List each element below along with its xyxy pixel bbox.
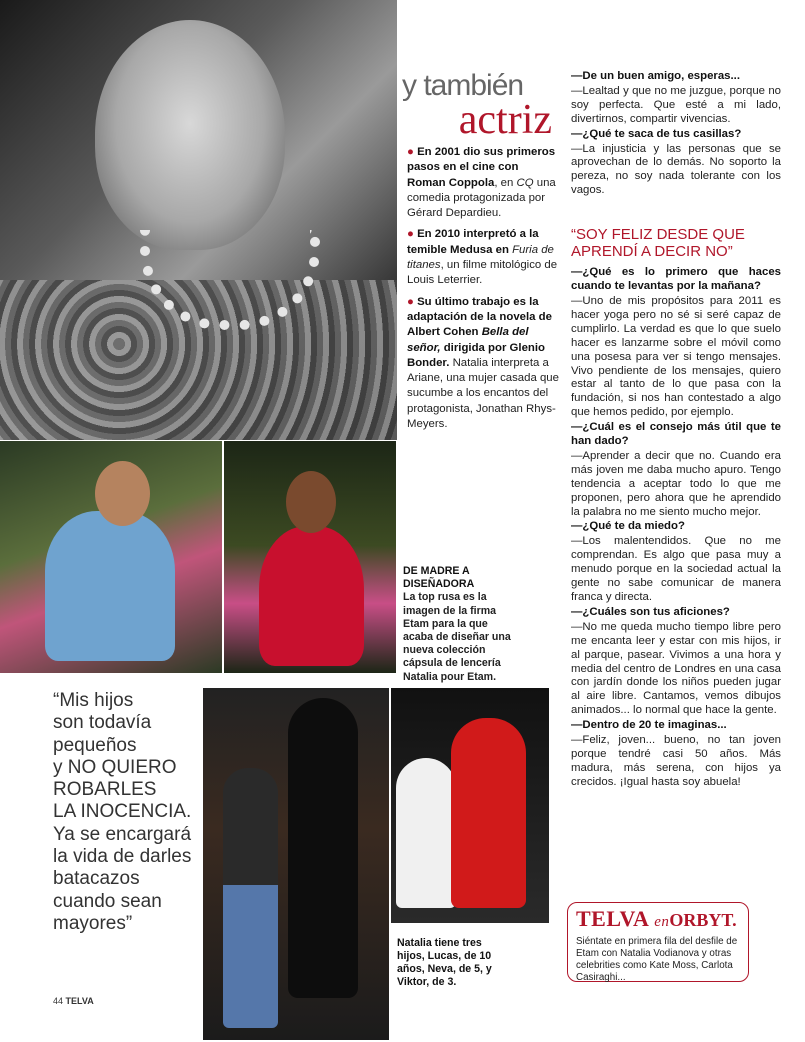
portrait-photo bbox=[0, 0, 397, 440]
caption-body: La top rusa es la imagen de la firma Etam para la que acaba de diseñar una nueva colección cápsula de lencería Natalia pour Etam. bbox=[403, 591, 511, 683]
section-heading bbox=[402, 69, 562, 143]
figure bbox=[223, 768, 278, 1028]
question: —¿Qué te da miedo? bbox=[571, 520, 685, 533]
bullet-icon: ● bbox=[407, 228, 414, 241]
heading-line1: y también bbox=[402, 69, 524, 102]
answer: —Los malentendidos. Que no me comprendan. Es algo que pasa muy a menudo porque en la sociedad actual la gente no sabe comunicar de manera franca y directa. bbox=[571, 535, 781, 603]
bullet-bold: dirigida por Glenio Bonder. bbox=[407, 341, 545, 369]
pull-quote bbox=[53, 690, 203, 935]
bullet-bold: Su último trabajo es la adaptación de la novela de Albert Cohen bbox=[407, 295, 552, 339]
quote-line: la vida de darles bbox=[53, 846, 192, 868]
answer: —Aprender a decir que no. Cuando era más joven me daba mucho apuro. Tengo tendencia a aceptar todo lo que me proponen, pero ahora que he aprendido la palabra no me siento mucho mejor. bbox=[571, 449, 781, 518]
blue-dress-photo bbox=[0, 441, 222, 673]
family-caption: Natalia tiene tres hijos, Lucas, de 10 años, Neva, de 5, y Viktor, de 3. bbox=[397, 937, 492, 988]
bullet-bold: En 2001 dio sus primeros pasos en el cine con Roman Coppola bbox=[407, 146, 556, 189]
bullet-italic: Furia de titanes bbox=[407, 243, 554, 272]
heading-line2: actriz bbox=[458, 97, 552, 143]
page-number: 44 bbox=[53, 996, 64, 1006]
question: —Dentro de 20 te imaginas... bbox=[571, 719, 727, 732]
bullet-item bbox=[407, 145, 559, 221]
figure-head bbox=[95, 461, 150, 526]
quote-line: LA INOCENCIA. bbox=[53, 801, 192, 823]
figure-head bbox=[286, 471, 336, 533]
quote-line: batacazos bbox=[53, 868, 140, 890]
caption-head: DE MADRE A DISEÑADORA bbox=[403, 565, 475, 591]
answer: —La injusticia y las personas que se aprovechan de lo demás. No soporto la pereza, no soy nada tolerante con los vagos. bbox=[571, 142, 781, 197]
orbyt-wordmark: ORBYT. bbox=[669, 910, 737, 930]
quote-line: pequeños bbox=[53, 734, 137, 756]
bullet-bold: En 2010 interpretó a la temible Medusa en bbox=[407, 228, 539, 256]
footer-brand: TELVA bbox=[65, 996, 94, 1006]
face-shape bbox=[95, 20, 285, 250]
answer: —Lealtad y que no me juzgue, porque no soy perfecta. Que esté a mi lado, divertirnos, compartir vivencias. bbox=[571, 84, 781, 125]
bullet-text: Natalia interpreta a Ariane, una mujer casada que sucumbe a los encantos del protagonista, Jonathan Rhys-Meyers. bbox=[407, 356, 559, 431]
bullet-italic: Bella del señor, bbox=[407, 326, 529, 354]
kids-photo bbox=[391, 688, 549, 923]
answer: —No me queda mucho tiempo libre pero me encanta leer y estar con mis hijos, ir al parque, pasear. Vivimos a una hora y media del centro de Londres en una casa con jardín donde los niños pueden jugar al aire libre. Cantamos, vemos dibujos animados... lo normal que hace la gente. bbox=[571, 620, 781, 717]
quote-line: son todavía bbox=[53, 712, 152, 734]
figure bbox=[288, 698, 358, 998]
quote-line: ROBARLES bbox=[53, 779, 157, 801]
telva-orbyt-promo[interactable] bbox=[567, 902, 749, 982]
answer: —Uno de mis propósitos para 2011 es hacer yoga pero no sé si seré capaz de cumplirlo. La verdad es que lo que suelo hacer es lanzarme sobre el móvil como una posesa para ver si tengo mensajes. Vivo pendiente de los mensajes, quiero estar al tanto de lo que pasa con la fundación, si nos han contestado a algo que hemos pedido, por ejemplo. bbox=[571, 294, 781, 419]
question: —De un buen amigo, esperas... bbox=[571, 70, 741, 82]
telva-wordmark: TELVA bbox=[576, 906, 649, 931]
red-dress-photo bbox=[224, 441, 396, 673]
figure bbox=[396, 758, 456, 908]
interview-title: “SOY FELIZ DESDE QUE APRENDÍ A DECIR NO” bbox=[571, 226, 745, 261]
page-footer bbox=[53, 996, 94, 1006]
quote-line: y NO QUIERO bbox=[53, 756, 177, 778]
bullet-text: una comedia protagonizada por Gérard Depardieu. bbox=[407, 176, 556, 220]
bullet-icon: ● bbox=[407, 146, 414, 158]
quote-line: mayores” bbox=[53, 912, 133, 934]
interview-column bbox=[571, 70, 781, 791]
career-bullets bbox=[407, 145, 559, 438]
bullet-item bbox=[407, 295, 559, 433]
question: —¿Cuáles son tus aficiones? bbox=[571, 605, 730, 618]
promo-text: Siéntate en primera fila del desfile de Etam con Natalia Vodianova y otras celebrities como Kate Moss, Carlota Casiraghi... bbox=[576, 936, 738, 983]
family-photo bbox=[203, 688, 389, 1040]
answer: —Feliz, joven... bueno, no tan joven porque tendré casi 50 años. Más madura, más serena, con hijos ya crecidos. ¡Igual hasta soy abuela! bbox=[571, 734, 781, 788]
figure bbox=[45, 511, 175, 661]
figure bbox=[451, 718, 526, 908]
question: —¿Qué te saca de tus casillas? bbox=[571, 127, 742, 140]
question: —¿Cuál es el consejo más útil que te han dado? bbox=[571, 421, 781, 448]
quote-line: cuando sean bbox=[53, 890, 162, 912]
quote-line: Ya se encargará bbox=[53, 823, 192, 845]
en-word: en bbox=[654, 914, 670, 930]
bullet-item bbox=[407, 227, 559, 288]
etam-caption bbox=[403, 565, 518, 684]
question: —¿Qué es lo primero que haces cuando te levantas por la mañana? bbox=[571, 266, 781, 293]
bullet-text: , un filme mitológico de Louis Leterrier. bbox=[407, 259, 558, 287]
bullet-italic: CQ bbox=[516, 176, 534, 189]
quote-line: “Mis hijos bbox=[53, 690, 134, 711]
bullet-text: , en bbox=[494, 176, 517, 189]
figure bbox=[259, 526, 364, 666]
bullet-icon: ● bbox=[407, 295, 414, 308]
telva-orbyt-logo bbox=[576, 905, 740, 936]
